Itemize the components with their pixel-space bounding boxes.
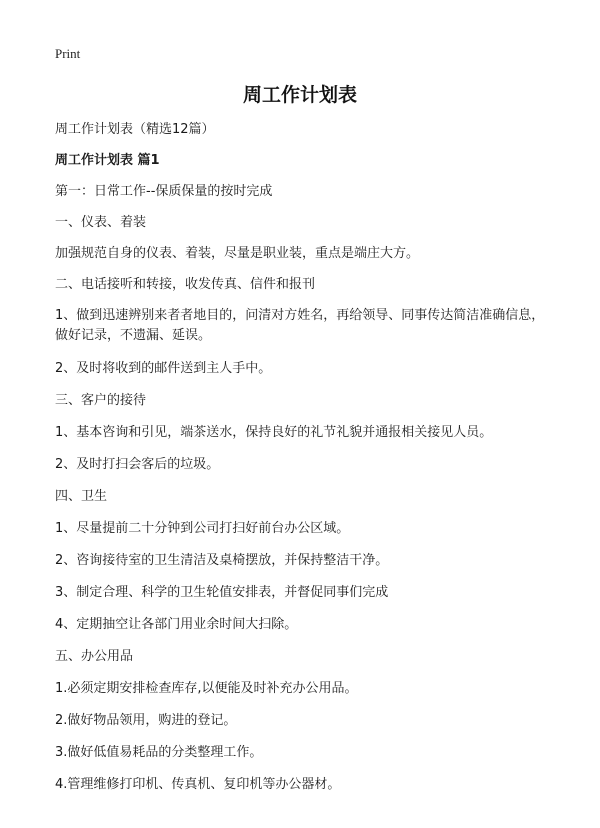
document-body xyxy=(55,120,550,795)
paragraph: 1.必须定期安排检查库存,以便能及时补充办公用品。 xyxy=(55,681,358,696)
paragraph: 2、及时打扫会客后的垃圾。 xyxy=(55,457,220,472)
paragraph: 一、仪表、着装 xyxy=(55,215,147,230)
paragraph: 2、及时将收到的邮件送到主人手中。 xyxy=(55,361,272,376)
paragraph: 2.做好物品领用，购进的登记。 xyxy=(55,713,237,728)
paragraph: 加强规范自身的仪表、着装，尽量是职业装，重点是端庄大方。 xyxy=(55,246,420,261)
paragraph: 4.管理维修打印机、传真机、复印机等办公器材。 xyxy=(55,777,341,792)
paragraph: 五、办公用品 xyxy=(55,649,134,664)
paragraph: 2、咨询接待室的卫生清洁及桌椅摆放，并保持整洁干净。 xyxy=(55,553,389,568)
document-title: 周工作计划表 xyxy=(242,84,357,106)
paragraph: 1、基本咨询和引见，端茶送水，保持良好的礼节礼貌并通报相关接见人员。 xyxy=(55,425,493,440)
paragraph: 周工作计划表（精选12篇） xyxy=(55,122,215,137)
section-heading: 周工作计划表 篇1 xyxy=(55,153,160,168)
paragraph: 4、定期抽空让各部门用业余时间大扫除。 xyxy=(55,617,298,632)
paragraph: 三、客户的接待 xyxy=(55,393,147,408)
paragraph: 第一：日常工作--保质保量的按时完成 xyxy=(55,184,273,199)
paragraph: 二、电话接听和转接，收发传真、信件和报刊 xyxy=(55,277,316,292)
paragraph: 四、卫生 xyxy=(55,489,108,504)
print-label: Print xyxy=(55,46,81,61)
paragraph: 1、做到迅速辨别来者者地目的，问清对方姓名，再给领导、同事传达简洁准确信息，做好记录，不遗漏、延误。 xyxy=(55,308,545,343)
paragraph: 3、制定合理、科学的卫生轮值安排表，并督促同事们完成 xyxy=(55,585,389,600)
paragraph: 1、尽量提前二十分钟到公司打扫好前台办公区域。 xyxy=(55,521,350,536)
paragraph: 3.做好低值易耗品的分类整理工作。 xyxy=(55,745,263,760)
